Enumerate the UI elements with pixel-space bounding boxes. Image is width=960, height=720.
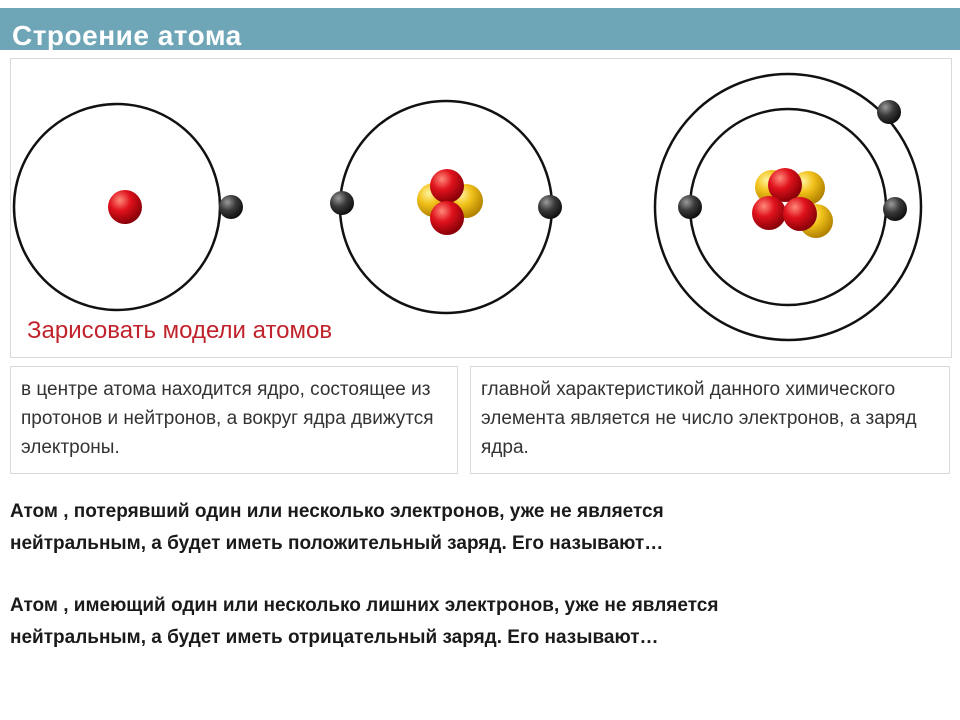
proton xyxy=(752,196,786,230)
atom-model-1 xyxy=(14,104,243,310)
note-charge: главной характеристикой данного химического элемента является не число электронов, а заряд ядра. xyxy=(470,366,950,474)
atom-model-3 xyxy=(655,74,921,340)
paragraph-positive-ion: Атом , потерявший один или несколько электронов, уже не является нейтральным, а будет иметь положительный заряд. Его называют… xyxy=(10,501,664,554)
proton xyxy=(430,201,464,235)
title-bar xyxy=(0,8,960,50)
electron xyxy=(883,197,907,221)
atom-models-figure xyxy=(10,58,952,358)
electron xyxy=(330,191,354,215)
proton xyxy=(108,190,142,224)
electron xyxy=(219,195,243,219)
figure-caption: Зарисовать модели атомов xyxy=(27,317,333,344)
electron xyxy=(678,195,702,219)
page-title: Строение атома xyxy=(12,20,242,51)
proton xyxy=(430,169,464,203)
atom-model-2 xyxy=(330,101,562,313)
atom-models-svg xyxy=(11,59,951,357)
note-nucleus: в центре атома находится ядро, состоящее из протонов и нейтронов, а вокруг ядра движутся электроны. xyxy=(10,366,458,474)
paragraph-negative-ion: Атом , имеющий один или несколько лишних электронов, уже не является нейтральным, а будет иметь отрицательный заряд. Его называют… xyxy=(10,595,719,648)
electron xyxy=(538,195,562,219)
proton xyxy=(783,197,817,231)
electron xyxy=(877,100,901,124)
